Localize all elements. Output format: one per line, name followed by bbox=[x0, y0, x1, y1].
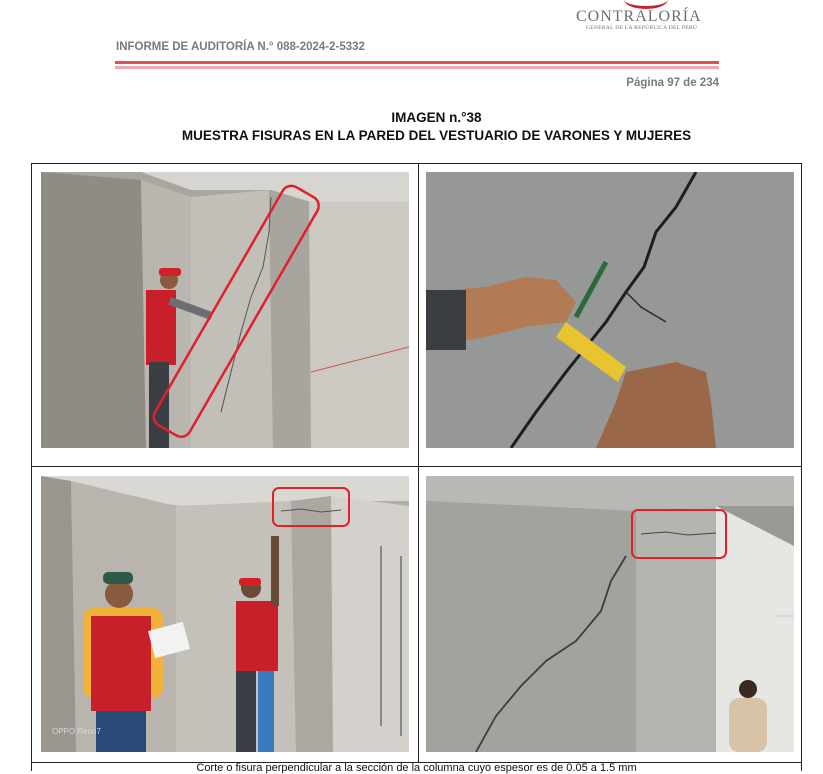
figure-number: IMAGEN n.°38 bbox=[391, 110, 482, 125]
photo-crack-measurement bbox=[426, 172, 794, 448]
table-divider-horizontal bbox=[32, 466, 801, 467]
photo-corridor-inspector bbox=[41, 172, 409, 448]
page-number: Página 97 de 234 bbox=[626, 77, 719, 89]
camera-watermark: OPPO Reno7 bbox=[52, 727, 101, 736]
photo-inspectors-hallway bbox=[41, 476, 409, 752]
photo-caption: Corte o fisura perpendicular a la sección de la columna cuyo espesor es de 0.05 a 1.5 mm bbox=[196, 762, 637, 774]
report-id: INFORME DE AUDITORÍA N.° 088-2024-2-5332 bbox=[116, 41, 365, 53]
photo-column-crack bbox=[426, 476, 794, 752]
figure-title: MUESTRA FISURAS EN LA PARED DEL VESTUARIO DE VARONES Y MUJERES bbox=[181, 128, 692, 143]
logo-subtitle: GENERAL DE LA REPÚBLICA DEL PERÚ bbox=[586, 25, 698, 31]
contraloria-logo bbox=[572, 0, 712, 34]
header-rule-pink bbox=[115, 66, 719, 69]
header-rule-red bbox=[115, 61, 719, 64]
logo-name: CONTRALORÍA bbox=[576, 8, 702, 25]
table-divider-vertical bbox=[418, 164, 419, 762]
